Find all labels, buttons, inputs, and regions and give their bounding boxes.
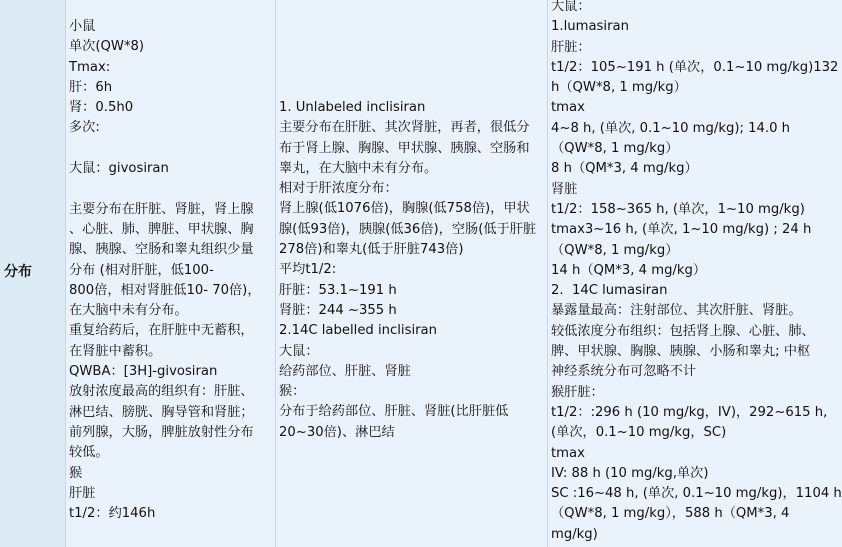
text-line: （QW*8, 1 mg/kg） bbox=[551, 242, 679, 258]
text-line: 相对于肝浓度分布： bbox=[279, 181, 398, 197]
text-line: 8 h（QM*3, 4 mg/kg） bbox=[551, 161, 698, 177]
text-line: 分布 (相对肝脏，低100- bbox=[69, 262, 214, 278]
text-line: t1/2：105~191 h (单次，0.1~10 mg/kg)132 bbox=[551, 59, 839, 75]
text-line: h（QW*8, 1 mg/kg） bbox=[551, 80, 687, 96]
text-line: tmax3~16 h, (单次, 1~10 mg/kg) ; 24 h bbox=[551, 222, 812, 238]
row-header-cell bbox=[0, 0, 66, 547]
text-line: 平均t1/2: bbox=[279, 262, 337, 278]
text-line: 在大脑中未有分布。 bbox=[69, 303, 188, 319]
text-line: 小鼠 bbox=[69, 19, 96, 34]
text-line: 2. 14C lumasiran bbox=[551, 283, 668, 299]
text-line: 肝脏 bbox=[69, 485, 96, 501]
text-line: 暴露量最高：注射部位、其次肝脏、肾脏。 bbox=[551, 303, 802, 319]
text-line: 猴肝脏： bbox=[551, 384, 604, 400]
text-line: 肾脏 bbox=[551, 181, 578, 197]
givosiran-text-lines bbox=[69, 17, 273, 524]
text-line: 单次(QW*8) bbox=[69, 39, 145, 55]
text-line: Tmax: bbox=[69, 59, 111, 75]
text-line: 淋巴结、膀胱、胸导管和肾脏； bbox=[69, 404, 254, 420]
text-line: 腺、胰腺、空肠和睾丸组织少量 bbox=[69, 242, 254, 258]
text-line: 肾上腺(低1076倍)，胸腺(低758倍)，甲状 bbox=[279, 201, 530, 217]
text-line: 前列腺，大肠，脾脏放射性分布 bbox=[69, 424, 254, 440]
text-line: tmax bbox=[551, 445, 585, 461]
text-line: 分布于给药部位、肝脏、肾脏(比肝脏低 bbox=[279, 404, 509, 420]
inclisiran-cell bbox=[276, 0, 548, 547]
text-line: 1.lumasiran bbox=[551, 19, 629, 35]
text-line: 、心脏、肺、脾脏、甲状腺、胸 bbox=[69, 221, 254, 237]
text-line: 脾、甲状腺、胸腺、胰腺、小肠和睾丸; 中枢 bbox=[551, 344, 811, 360]
text-line: 放射浓度最高的组织有：肝脏、 bbox=[69, 384, 254, 400]
text-line: （QW*8, 1 mg/kg） bbox=[551, 141, 679, 157]
text-line: mg/kg) bbox=[551, 526, 598, 542]
text-line: SC :16~48 h, (单次, 0.1~10 mg/kg)，1104 h bbox=[551, 486, 842, 502]
text-line: 肝：6h bbox=[69, 79, 113, 95]
text-line: 大鼠： bbox=[279, 343, 319, 359]
givosiran-cell bbox=[66, 0, 276, 547]
text-line: 4~8 h, (单次, 0.1~10 mg/kg); 14.0 h bbox=[551, 120, 791, 136]
text-line bbox=[69, 179, 273, 199]
text-line: 大鼠：givosiran bbox=[69, 161, 169, 177]
text-line: 大鼠： bbox=[551, 0, 591, 14]
text-line: t1/2：约146h bbox=[69, 506, 156, 522]
text-line: 20~30倍)、淋巴结 bbox=[279, 424, 395, 440]
lumasiran-cell bbox=[548, 0, 842, 547]
text-line: 较低浓度分布组织：包括肾上腺、心脏、肺、 bbox=[551, 323, 815, 339]
text-line: tmax bbox=[551, 100, 585, 116]
text-line: (单次，0.1~10 mg/kg，SC) bbox=[551, 425, 727, 441]
text-line: 2.14C labelled inclisiran bbox=[279, 323, 437, 339]
text-line: 在肾脏中蓄积。 bbox=[69, 343, 162, 359]
text-line: 给药部位、肝脏、肾脏 bbox=[279, 363, 411, 379]
text-line: 多次: bbox=[69, 120, 100, 136]
row-header-label: 分布 bbox=[4, 264, 32, 280]
text-line: 肝脏： bbox=[551, 39, 591, 55]
text-line: 神经系统分布可忽略不计 bbox=[551, 364, 697, 380]
inclisiran-text-lines bbox=[279, 98, 545, 443]
text-line: t1/2：:296 h (10 mg/kg，IV)，292~615 h, bbox=[551, 404, 828, 420]
text-line: 1. Unlabeled inclisiran bbox=[279, 100, 426, 115]
text-line bbox=[69, 139, 273, 159]
text-line: 主要分布在肝脏、肾脏，肾上腺 bbox=[69, 201, 254, 217]
text-line: 猴： bbox=[279, 384, 306, 400]
text-line: 腺(低93倍)，胰腺(低36倍)，空肠(低于肝脏 bbox=[279, 221, 537, 237]
text-line: 278倍)和睾丸(低于肝脏743倍) bbox=[279, 242, 464, 258]
text-line: IV: 88 h (10 mg/kg,单次) bbox=[551, 465, 709, 481]
text-line: 布于肾上腺、胸腺、甲状腺、胰腺、空肠和 bbox=[279, 140, 530, 156]
lumasiran-text-lines bbox=[551, 0, 840, 545]
text-line: 主要分布在肝脏、其次肾脏，再者，很低分 bbox=[279, 120, 530, 136]
text-line: QWBA：[3H]-givosiran bbox=[69, 364, 218, 380]
text-line: 肾：0.5h0 bbox=[69, 100, 134, 116]
text-line: 猴 bbox=[69, 465, 83, 481]
text-line: 肝脏：53.1~191 h bbox=[279, 282, 397, 298]
text-line: 肾脏：244 ~355 h bbox=[279, 302, 397, 318]
text-line: 800倍，相对肾脏低10- 70倍)， bbox=[69, 282, 261, 298]
text-line: 重复给药后，在肝脏中无蓄积， bbox=[69, 323, 254, 339]
text-line: t1/2：158~365 h, (单次，1~10 mg/kg) bbox=[551, 201, 805, 217]
text-line: （QW*8, 1 mg/kg），588 h（QM*3, 4 bbox=[551, 506, 790, 522]
text-line: 14 h（QM*3, 4 mg/kg） bbox=[551, 262, 707, 278]
text-line: 较低。 bbox=[69, 445, 109, 461]
text-line: 睾丸，在大脑中未有分布。 bbox=[279, 160, 438, 176]
